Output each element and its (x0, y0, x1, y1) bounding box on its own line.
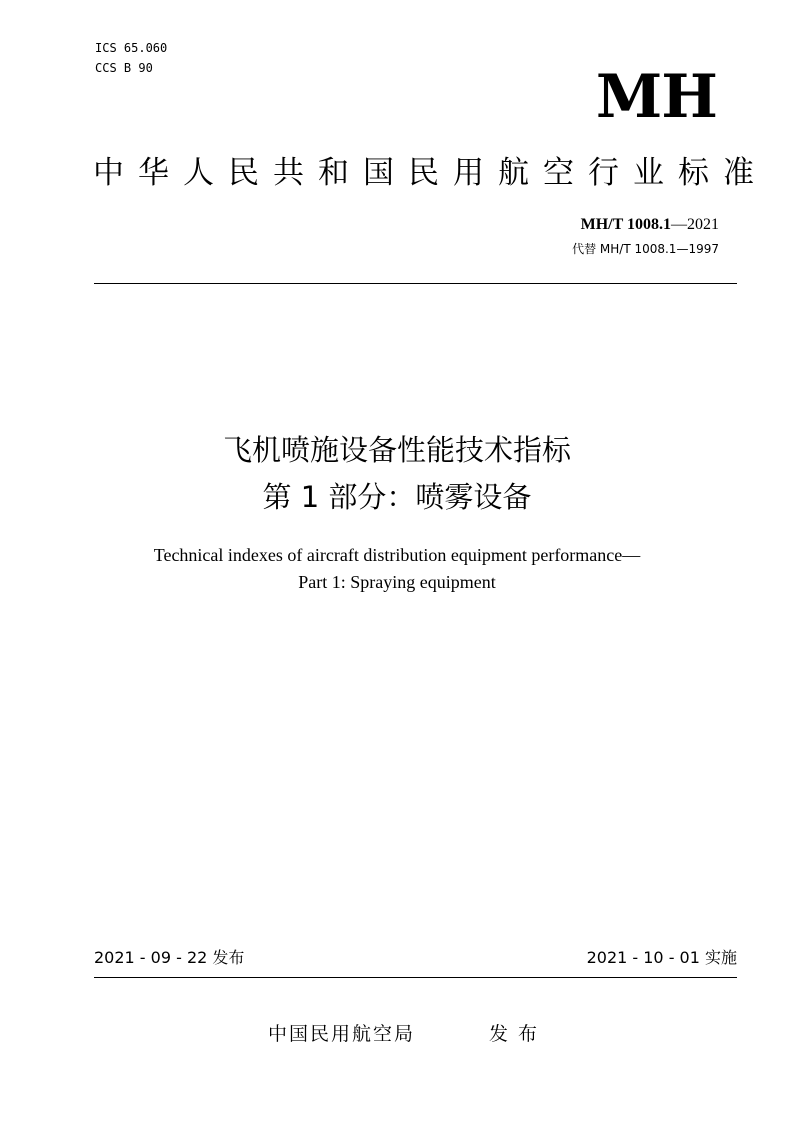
standard-category-title: 中华人民共和国民用航空行业标准 (93, 155, 768, 191)
issue-date: 2021 - 09 - 22 发布 (94, 948, 245, 967)
standard-number-code: MH/T 1008.1 (580, 216, 671, 233)
title-english-line-2: Part 1: Spraying equipment (298, 572, 496, 592)
footer-divider (94, 977, 737, 978)
issue-label: 发布 (489, 1023, 548, 1045)
ics-code: ICS 65.060 (95, 41, 168, 55)
standard-number-year: —2021 (671, 216, 719, 233)
title-chinese-line-1: 飞机喷施设备性能技术指标 (222, 433, 571, 467)
implementation-date: 2021 - 10 - 01 实施 (586, 948, 737, 967)
standard-number (581, 215, 719, 235)
mh-logo: MH (595, 62, 717, 132)
issuing-authority: 中国民用航空局 (268, 1023, 416, 1045)
ccs-code: CCS B 90 (95, 61, 153, 75)
replaces-note: 代替 MH/T 1008.1—1997 (572, 242, 719, 256)
title-chinese-line-2: 第 1 部分：喷雾设备 (262, 480, 532, 514)
header-divider (94, 283, 737, 284)
title-english-line-1: Technical indexes of aircraft distribution equipment performance— (153, 545, 641, 565)
